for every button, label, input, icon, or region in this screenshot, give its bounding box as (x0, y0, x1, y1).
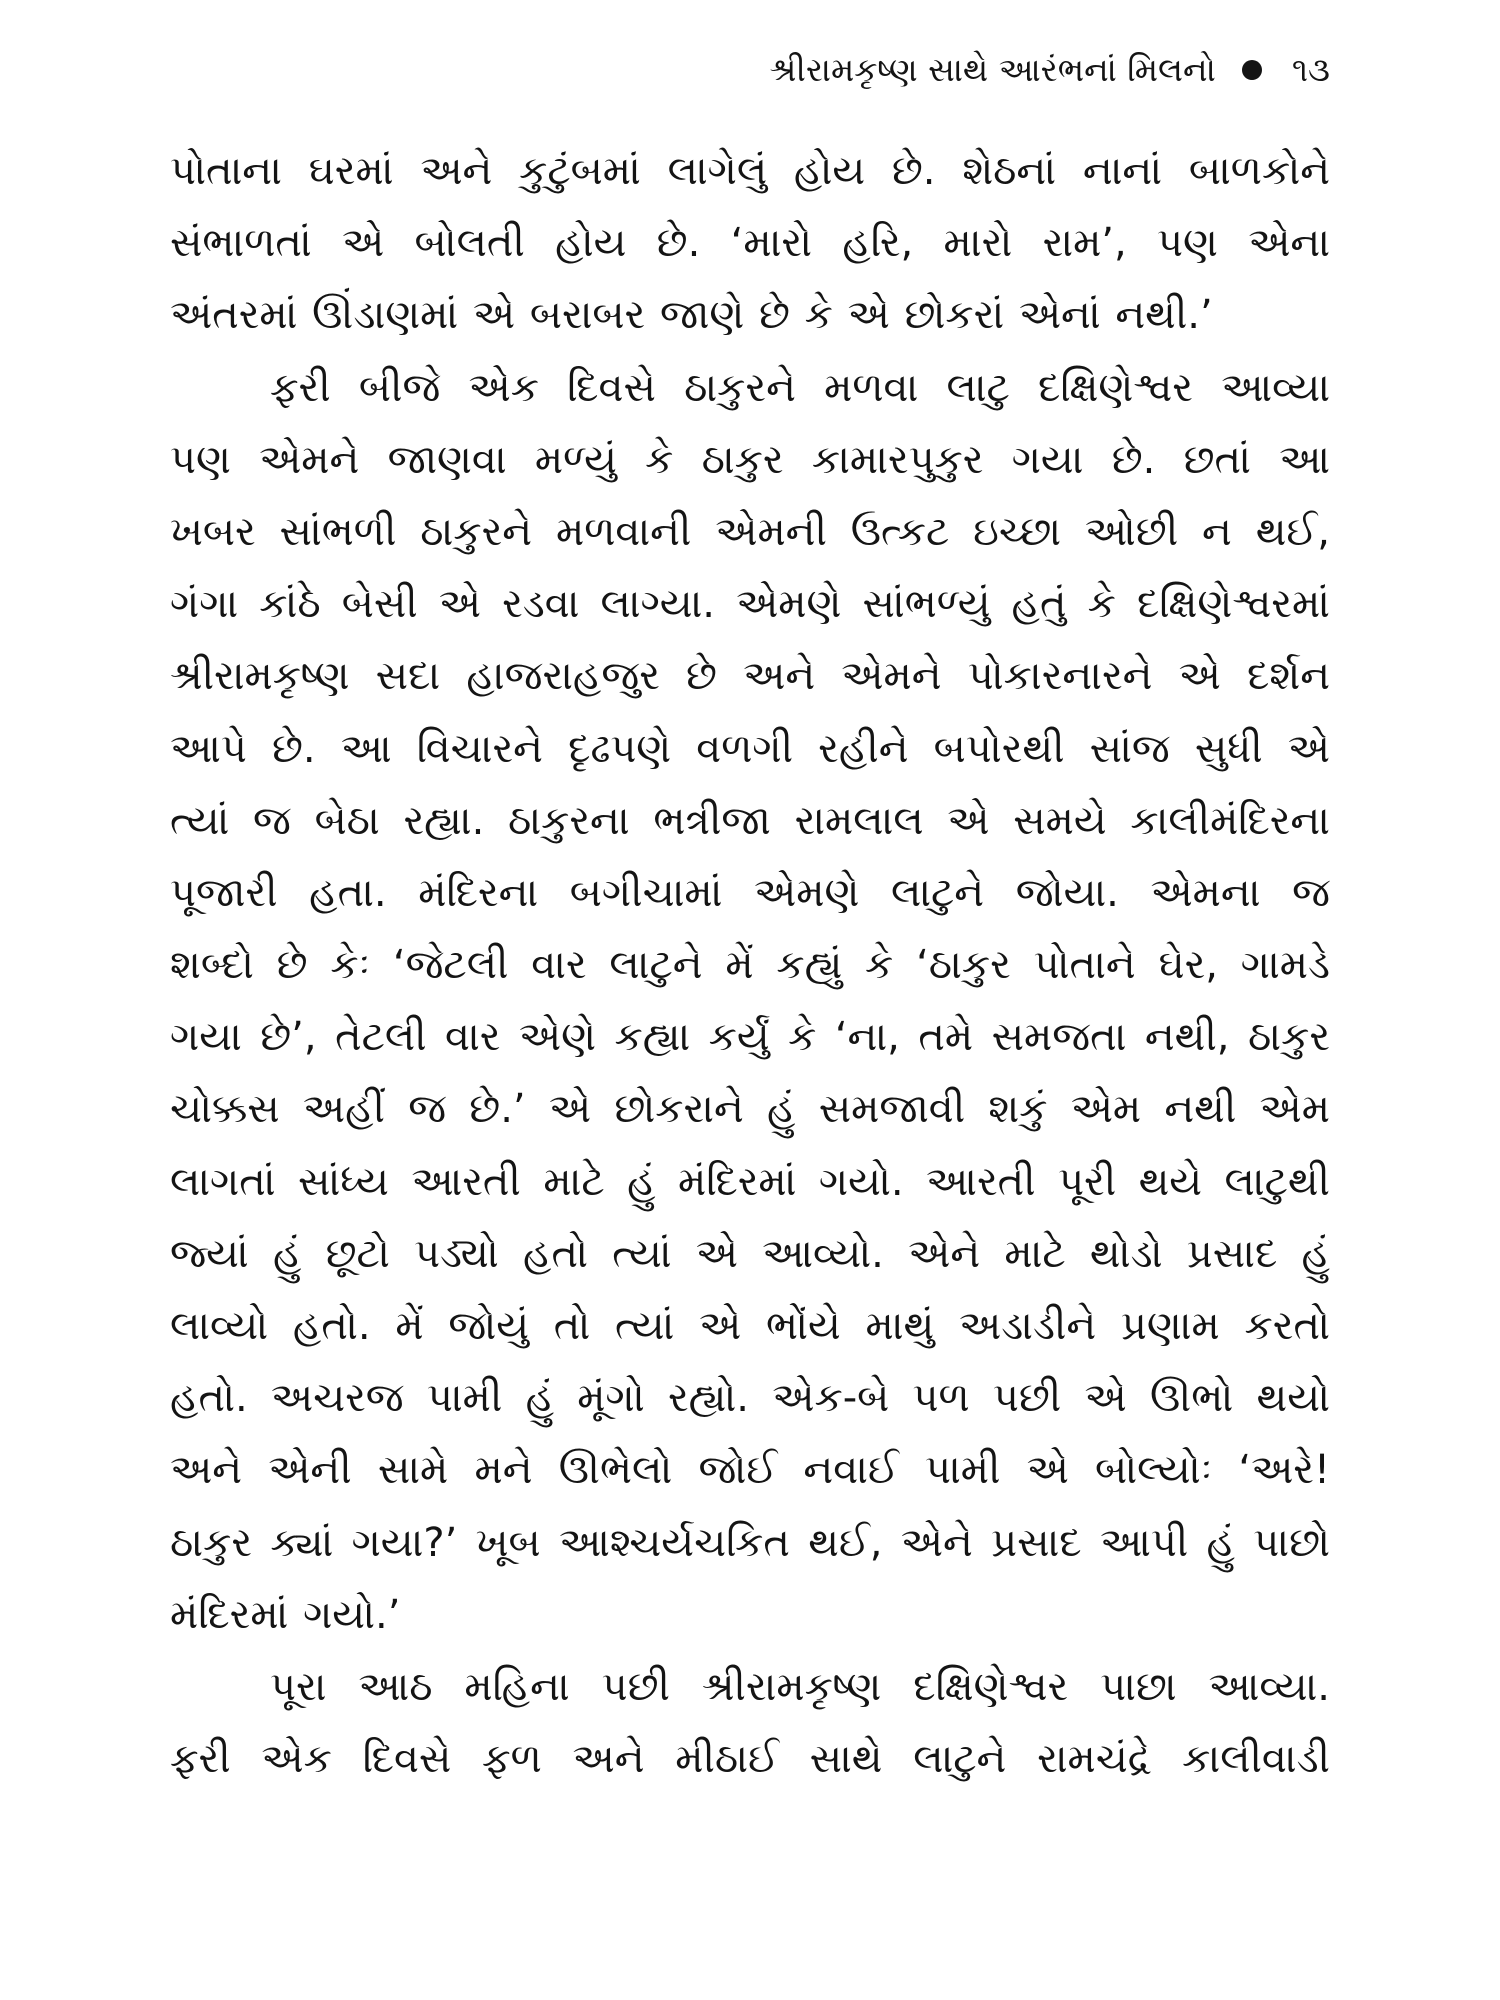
text-line: જ્યાં હું છૂટો પડ્યો હતો ત્યાં એ આવ્યો. એને માટે થોડો પ્રસાદ હું (170, 1230, 1330, 1277)
text-line: પણ એમને જાણવા મળ્યું કે ઠાકુર કામારપુકુર ગયા છે. છતાં આ (170, 436, 1330, 483)
text-line: પૂજારી હતા. મંદિરના બગીચામાં એમણે લાટુને જોયા. એમના જ (170, 869, 1330, 916)
text-line: ઠાકુર ક્યાં ગયા?’ ખૂબ આશ્ચર્યચકિત થઈ, એને પ્રસાદ આપી હું પાછો (170, 1519, 1330, 1566)
text-line: ફરી એક દિવસે ફળ અને મીઠાઈ સાથે લાટુને રામચંદ્રે કાલીવાડી (170, 1736, 1330, 1783)
text-line: અને એની સામે મને ઊભેલો જોઈ નવાઈ પામી એ બોલ્યોઃ ‘અરે! (170, 1447, 1330, 1494)
page-number: ૧૩ (1291, 50, 1330, 89)
text-line: ત્યાં જ બેઠા રહ્યા. ઠાકુરના ભત્રીજા રામલાલ એ સમયે કાલીમંદિરના (170, 797, 1330, 844)
page-body (170, 135, 1330, 1795)
text-line: સંભાળતાં એ બોલતી હોય છે. ‘મારો હરિ, મારો રામ’, પણ એના (170, 220, 1330, 267)
running-header (170, 40, 1330, 100)
text-line: ખબર સાંભળી ઠાકુરને મળવાની એમની ઉત્કટ ઇચ્છા ઓછી ન થઈ, (170, 508, 1330, 555)
text-line: ગયા છે’, તેટલી વાર એણે કહ્યા કર્યું કે ‘ના, તમે સમજતા નથી, ઠાકુર (170, 1014, 1330, 1061)
text-line: લાગતાં સાંધ્ય આરતી માટે હું મંદિરમાં ગયો. આરતી પૂરી થયે લાટુથી (170, 1158, 1330, 1205)
text-line: પોતાના ઘરમાં અને કુટુંબમાં લાગેલું હોય છે. શેઠનાં નાનાં બાળકોને (170, 148, 1330, 194)
paragraph-first-line: પૂરા આઠ મહિના પછી શ્રીરામકૃષ્ણ દક્ષિણેશ્વર પાછા આવ્યા. (270, 1663, 1330, 1710)
text-line: અંતરમાં ઊંડાણમાં એ બરાબર જાણે છે કે એ છોકરાં એનાં નથી.’ (170, 292, 1213, 339)
text-line: ચોક્કસ અહીં જ છે.’ એ છોકરાને હું સમજાવી શકું એમ નથી એમ (170, 1086, 1330, 1133)
bullet-separator-icon (1242, 60, 1262, 80)
text-line: ગંગા કાંઠે બેસી એ રડવા લાગ્યા. એમણે સાંભળ્યું હતું કે દક્ષિણેશ્વરમાં (170, 581, 1330, 628)
text-line: આપે છે. આ વિચારને દૃઢપણે વળગી રહીને બપોરથી સાંજ સુધી એ (170, 725, 1330, 772)
running-header-title: શ્રીરામકૃષ્ણ સાથે આરંભનાં મિલનો (769, 50, 1216, 89)
text-line: શબ્દો છે કેઃ ‘જેટલી વાર લાટુને મેં કહ્યું કે ‘ઠાકુર પોતાને ઘેર, ગામડે (170, 942, 1330, 989)
paragraph-first-line: ફરી બીજે એક દિવસે ઠાકુરને મળવા લાટુ દક્ષિણેશ્વર આવ્યા (270, 364, 1330, 411)
text-line: લાવ્યો હતો. મેં જોયું તો ત્યાં એ ભોંયે માથું અડાડીને પ્રણામ કરતો (170, 1303, 1330, 1349)
text-line: મંદિરમાં ગયો.’ (170, 1591, 401, 1638)
text-line: શ્રીરામકૃષ્ણ સદા હાજરાહજુર છે અને એમને પોકારનારને એ દર્શન (170, 653, 1330, 700)
text-line: હતો. અચરજ પામી હું મૂંગો રહ્યો. એક-બે પળ પછી એ ઊભો થયો (170, 1375, 1330, 1422)
